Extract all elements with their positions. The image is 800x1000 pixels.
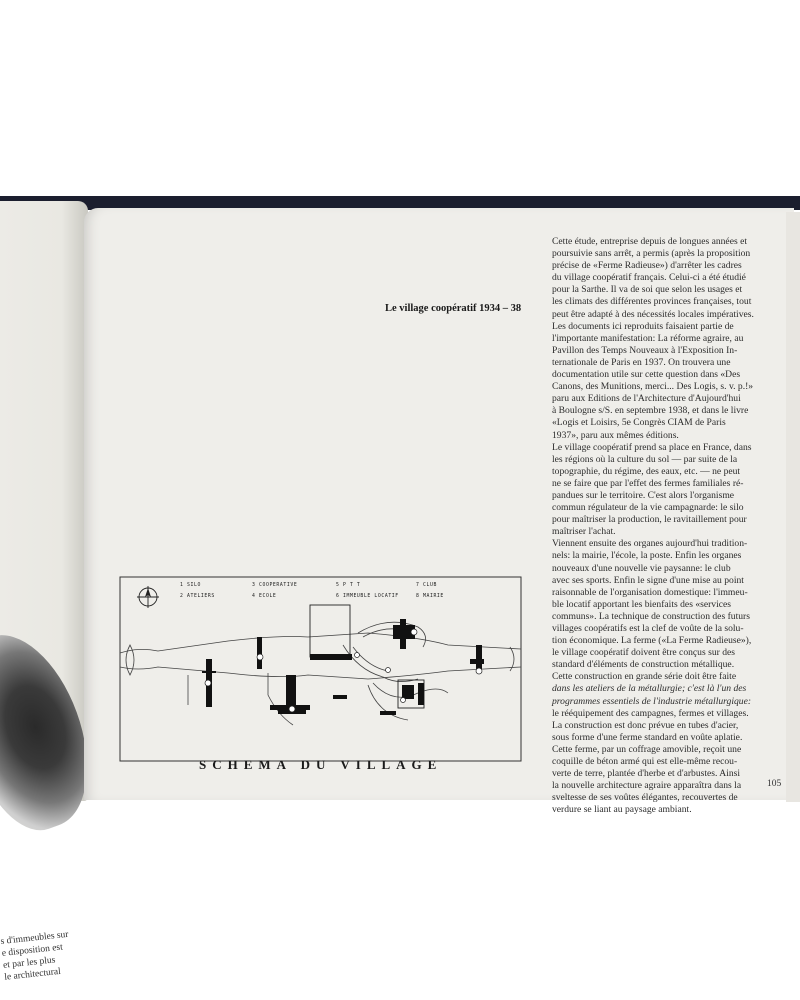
body-text-line: pour maîtriser la production, le ravitaillement pour	[552, 514, 747, 526]
body-text-line: Cette ferme, par un coffrage amovible, reçoit une	[552, 743, 742, 755]
body-text-line: du village coopératif français. Celui-ci a été étudié	[552, 272, 746, 284]
body-text-line: La construction est donc prévue en tubes d'acier,	[552, 719, 739, 731]
body-text-line: ternationale de Paris en 1937. On trouvera une	[552, 356, 731, 368]
left-text-line: s d'immeubles sur	[0, 929, 69, 947]
body-text-line: précise de «Ferme Radieuse») d'arrêter les cadres	[552, 260, 742, 272]
body-text-line: dans les ateliers de la métallurgie; c'est là l'un des	[552, 683, 747, 695]
page-number: 105	[767, 779, 782, 789]
body-text-line: verte de terre, plantée d'herbe et d'arbustes. Ainsi	[552, 768, 741, 780]
plan-roads	[120, 622, 521, 725]
legend-item: 3 COOPERATIVE	[252, 583, 298, 588]
left-text-line: le architectural	[3, 966, 62, 983]
legend-item: 8 MAIRIE	[416, 594, 444, 599]
body-text-line: commun régulateur de la vie campagnarde: le silo	[552, 502, 744, 514]
legend-item: 4 ECOLE	[252, 594, 277, 599]
north-arrow-icon	[137, 586, 159, 608]
plan-title: SCHEMA DU VILLAGE	[199, 757, 443, 772]
body-text-line: maîtriser l'achat.	[552, 526, 616, 538]
plan-trees	[205, 629, 482, 712]
body-text-line: pour la Sarthe. Il va de soi que selon les usages et	[552, 284, 743, 296]
body-text-line: verdure se liant au paysage ambiant.	[552, 804, 692, 816]
body-text-line: villages coopératifs est la clef de voûte de la solu-	[552, 623, 744, 634]
left-text-line: e disposition est	[1, 942, 64, 959]
legend-item: 7 CLUB	[416, 583, 437, 588]
body-text-line: sous forme d'une ferme standard en voûte aplatie.	[552, 731, 743, 743]
body-text-line: paru aux Editions de l'Architecture d'Aujourd'hui	[552, 393, 741, 405]
body-text-line: à Boulogne s/S. en septembre 1938, et dans le livre	[552, 405, 749, 417]
body-text-line: l'importante manifestation: La réforme agraire, au	[552, 332, 744, 344]
body-text-line: les climats des différentes provinces françaises, tout	[552, 296, 752, 308]
body-text-line: Le village coopératif prend sa place en France, dans	[552, 441, 752, 453]
body-text-line: ne se faire que par l'effet des fermes familiales ré-	[552, 477, 744, 489]
body-text-line: documentation utile sur cette question dans «Des	[552, 369, 741, 381]
body-text-line: nouveaux d'une nouvelle vie paysanne: le club	[552, 562, 731, 574]
body-text-line: Canons, des Munitions, merci... Des Logis, s. v. p.!»	[552, 381, 754, 393]
page-edges	[786, 212, 800, 802]
body-text-line: Pavillon des Temps Nouveaux à l'Exposition In-	[552, 344, 738, 356]
legend-item: 2 ATELIERS	[180, 594, 215, 599]
body-text-line: le village coopératif doivent être conçus sur des	[552, 647, 736, 659]
body-text-line: la nouvelle architecture agraire apparaîtra dans la	[552, 780, 742, 792]
body-text-line: le rééquipement des campagnes, fermes et villages.	[552, 707, 749, 719]
body-text-line: ble locatif apportant les bienfaits des «services	[552, 598, 732, 610]
legend-item: 1 SILO	[180, 583, 201, 588]
legend-item: 6 IMMEUBLE LOCATIF	[336, 594, 399, 599]
body-text-line: topographie, du régime, des eaux, etc. — ne peut	[552, 465, 741, 477]
body-text-line: sveltesse de ses voûtes élégantes, recouvertes de	[552, 792, 738, 804]
body-text-line: Cette construction en grande série doit être faite	[552, 671, 737, 683]
body-text-column	[552, 236, 764, 817]
body-text-line: peut être adapté à des nécessités locales impératives.	[552, 308, 754, 320]
plan-legend	[180, 582, 444, 599]
left-page	[0, 201, 88, 983]
body-text-line: nels: la mairie, l'école, la poste. Enfin les organes	[552, 550, 742, 562]
body-text-line: Les documents ici reproduits faisaient partie de	[552, 320, 734, 332]
body-text-line: pandues sur le territoire. C'est alors l'organisme	[552, 489, 735, 501]
body-text-line: les régions où la culture du sol — par suite de la	[552, 453, 738, 465]
plan-buildings	[202, 605, 484, 715]
body-text-line: avec ses sports. Enfin le signe d'une mise au point	[552, 574, 744, 586]
body-text-line: Viennent ensuite des organes aujourd'hui tradition-	[552, 538, 748, 550]
body-text-line: tion économique. La ferme («La Ferme Radieuse»),	[552, 635, 752, 647]
legend-item: 5 P T T	[336, 583, 361, 588]
body-text-line: coquille de béton armé qui est elle-même recou-	[552, 756, 738, 768]
body-text-line: raisonnable de l'organisation domestique: l'immeu-	[552, 586, 748, 598]
body-text-line: programmes essentiels de l'industrie métallurgique:	[552, 695, 752, 707]
body-text-line: 1937», paru aux mêmes éditions.	[552, 429, 679, 441]
body-text-line: «Logis et Loisirs, 5e Congrès CIAM de Paris	[552, 417, 726, 429]
body-text-line: poursuivie sans arrêt, a permis (après la proposition	[552, 248, 751, 260]
body-text-line: Cette étude, entreprise depuis de longues années et	[552, 236, 748, 247]
body-text-line: communs». La technique de construction des futurs	[552, 610, 750, 622]
section-heading: Le village coopératif 1934 – 38	[385, 303, 522, 314]
village-site-plan	[118, 575, 523, 770]
left-page-text	[0, 927, 91, 984]
body-text-line: standard d'éléments de construction métallique.	[552, 659, 735, 671]
left-text-line: et par les plus	[2, 955, 56, 971]
